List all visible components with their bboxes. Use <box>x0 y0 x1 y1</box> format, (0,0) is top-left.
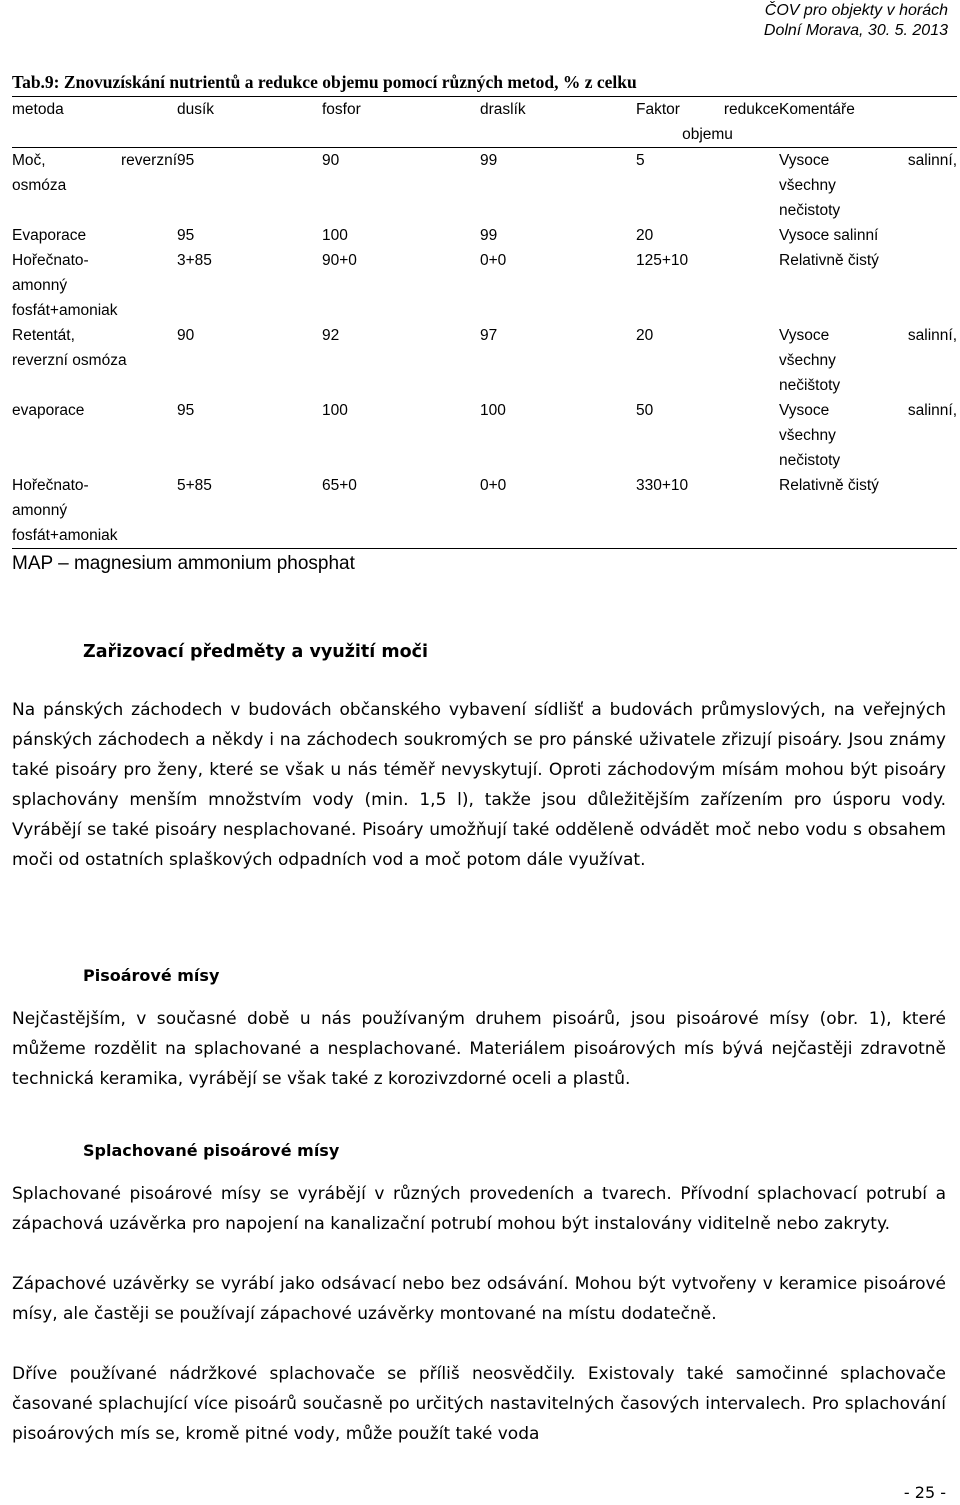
flushed-bowls-paragraph-1: Splachované pisoárové mísy se vyrábějí v různých provedeních a tvarech. Přívodní splachovací potrubí a zápachová uzávěrka pro napojení na kanalizační potrubí mohou být instalovány viditelně nebo zakryty. <box>12 1184 946 1234</box>
cell-potassium: 97 <box>480 327 498 344</box>
page-number: - 25 - <box>903 1483 946 1502</box>
cell-method-line: Hořečnato- <box>12 252 89 269</box>
cell-nitrogen: 5+85 <box>177 473 322 549</box>
cell-comment-line: Relativně čistý <box>779 477 879 494</box>
cell-comment <box>779 398 957 473</box>
column-header-method: metoda <box>12 97 177 148</box>
column-header-factor <box>636 97 779 148</box>
cell-nitrogen: 95 <box>177 402 195 419</box>
cell-method <box>12 148 177 224</box>
cell-potassium: 0+0 <box>480 473 636 549</box>
cell-comment-line: všechny <box>779 427 836 444</box>
cell-comment <box>779 473 957 549</box>
cell-method <box>12 323 177 398</box>
flushed-bowls-heading: Splachované pisoárové mísy <box>83 1141 340 1160</box>
table-title: Tab.9: Znovuzískání nutrientů a redukce objemu pomocí různých metod, % z celku <box>12 72 637 92</box>
cell-comment-line: všechny <box>779 352 836 369</box>
cell-method-line: Moč, reverzní <box>12 152 177 169</box>
cell-nitrogen: 3+85 <box>177 252 212 269</box>
cell-comment-line: Vysoce salinní <box>779 227 879 244</box>
cell-comment <box>779 248 957 323</box>
header-date: Dolní Morava, 30. 5. 2013 <box>763 22 948 39</box>
nutrient-table <box>12 96 957 549</box>
cell-method <box>12 248 177 323</box>
cell-comment-line: nečištoty <box>779 377 841 394</box>
cell-comment-line: nečistoty <box>779 202 841 219</box>
column-header-comments: Komentáře <box>779 97 957 148</box>
cell-phosphorus: 65+0 <box>322 473 480 549</box>
cell-potassium: 0+0 <box>480 252 507 269</box>
cell-method-line: amonný <box>12 277 68 294</box>
page-header <box>764 1 948 41</box>
table-body <box>12 148 957 549</box>
cell-comment-line: Vysoce salinní, <box>779 152 957 169</box>
table-footnote: MAP – magnesium ammonium phosphat <box>12 553 355 574</box>
cell-method-line: osmóza <box>12 177 67 194</box>
cell-method-line: amonný <box>12 502 68 519</box>
column-header-phosphorus: fosfor <box>322 97 480 148</box>
cell-factor: 5 <box>636 152 645 169</box>
cell-comment-line: Relativně čistý <box>779 252 879 269</box>
cell-nitrogen: 90 <box>177 327 195 344</box>
urinal-bowls-paragraph: Nejčastějším, v současné době u nás používaným druhem pisoárů, jsou pisoárové mísy (obr. 1), které můžeme rozdělit na splachované a nesplachované. Materiálem pisoárových mís bývá nejčastěji zdravotně technická keramika, vyrábějí se však také z korozivzdorné oceli a plastů. <box>12 1009 946 1089</box>
header-title: ČOV pro objekty v horách <box>764 2 948 19</box>
table-row <box>12 148 957 224</box>
table-row <box>12 473 957 549</box>
cell-factor: 20 <box>636 227 654 244</box>
cell-comment <box>779 323 957 398</box>
cell-method-line: Retentát, <box>12 327 75 344</box>
cell-comment-line: všechny <box>779 177 836 194</box>
cell-phosphorus: 90+0 <box>322 252 357 269</box>
cell-comment-line: Vysoce salinní, <box>779 402 957 419</box>
cell-method-line: Hořečnato- <box>12 477 89 494</box>
column-header-potassium: draslík <box>480 97 636 148</box>
cell-phosphorus: 92 <box>322 327 340 344</box>
cell-method-line: reverzní osmóza <box>12 352 127 369</box>
cell-factor: 50 <box>636 402 654 419</box>
flushed-bowls-paragraph-3: Dříve používané nádržkové splachovače se příliš neosvědčily. Existovaly také samočinné splachovače časované splachující více pisoárů současně po určitých nastavitelných časových intervalech. Pro splachování pisoárových mís se, kromě pitné vody, může použít také voda <box>12 1364 946 1444</box>
cell-comment <box>779 223 957 248</box>
cell-potassium: 100 <box>480 402 506 419</box>
column-header-factor-line2: objemu <box>682 126 733 143</box>
table-row <box>12 223 957 248</box>
cell-method-line: fosfát+amoniak <box>12 302 118 319</box>
cell-potassium: 99 <box>480 152 498 169</box>
cell-comment-line: Vysoce salinní, <box>779 327 957 344</box>
cell-phosphorus: 90 <box>322 152 340 169</box>
column-header-nitrogen: dusík <box>177 97 322 148</box>
cell-method <box>12 398 177 473</box>
cell-factor: 330+10 <box>636 473 779 549</box>
cell-comment <box>779 148 957 224</box>
cell-potassium: 99 <box>480 227 498 244</box>
cell-method-line: fosfát+amoniak <box>12 527 118 544</box>
cell-phosphorus: 100 <box>322 402 348 419</box>
cell-nitrogen: 95 <box>177 227 195 244</box>
flushed-bowls-paragraph-2: Zápachové uzávěrky se vyrábí jako odsávací nebo bez odsávání. Mohou být vytvořeny v keramice pisoárové mísy, ale častěji se používají zápachové uzávěrky montované na místu dodatečně. <box>12 1274 946 1324</box>
cell-method-line: Evaporace <box>12 227 87 244</box>
cell-method-line: evaporace <box>12 402 85 419</box>
cell-method <box>12 223 177 248</box>
column-header-factor-line1: Faktor redukce <box>636 101 779 118</box>
cell-phosphorus: 100 <box>322 227 348 244</box>
cell-factor: 125+10 <box>636 252 689 269</box>
table-header-row <box>12 97 957 148</box>
table-row <box>12 398 957 473</box>
table-row <box>12 248 957 323</box>
table-row <box>12 323 957 398</box>
section-paragraph: Na pánských záchodech v budovách občanského vybavení sídlišť a budovách průmyslových, na veřejných pánských záchodech a někdy i na záchodech soukromých se pro pánské uživatele zřizují pisoáry. Jsou známy také pisoáry pro ženy, které se však u nás téměř nevyskytují. Oproti záchodovým mísám mohou být pisoáry splachovány menším množstvím vody (min. 1,5 l), takže jsou důležitějším zařízením pro úsporu vody. Vyrábějí se také pisoáry nesplachované. Pisoáry umožňují také odděleně odvádět moč nebo vodu s obsahem moči od ostatních splaškových odpadních vod a moč potom dále využívat. <box>12 700 946 870</box>
cell-nitrogen: 95 <box>177 152 195 169</box>
cell-factor: 20 <box>636 327 654 344</box>
cell-method <box>12 473 177 549</box>
cell-comment-line: nečistoty <box>779 452 841 469</box>
urinal-bowls-heading: Pisoárové mísy <box>83 966 220 985</box>
table-wrapper <box>12 96 957 549</box>
section-heading: Zařizovací předměty a využití moči <box>83 642 428 662</box>
